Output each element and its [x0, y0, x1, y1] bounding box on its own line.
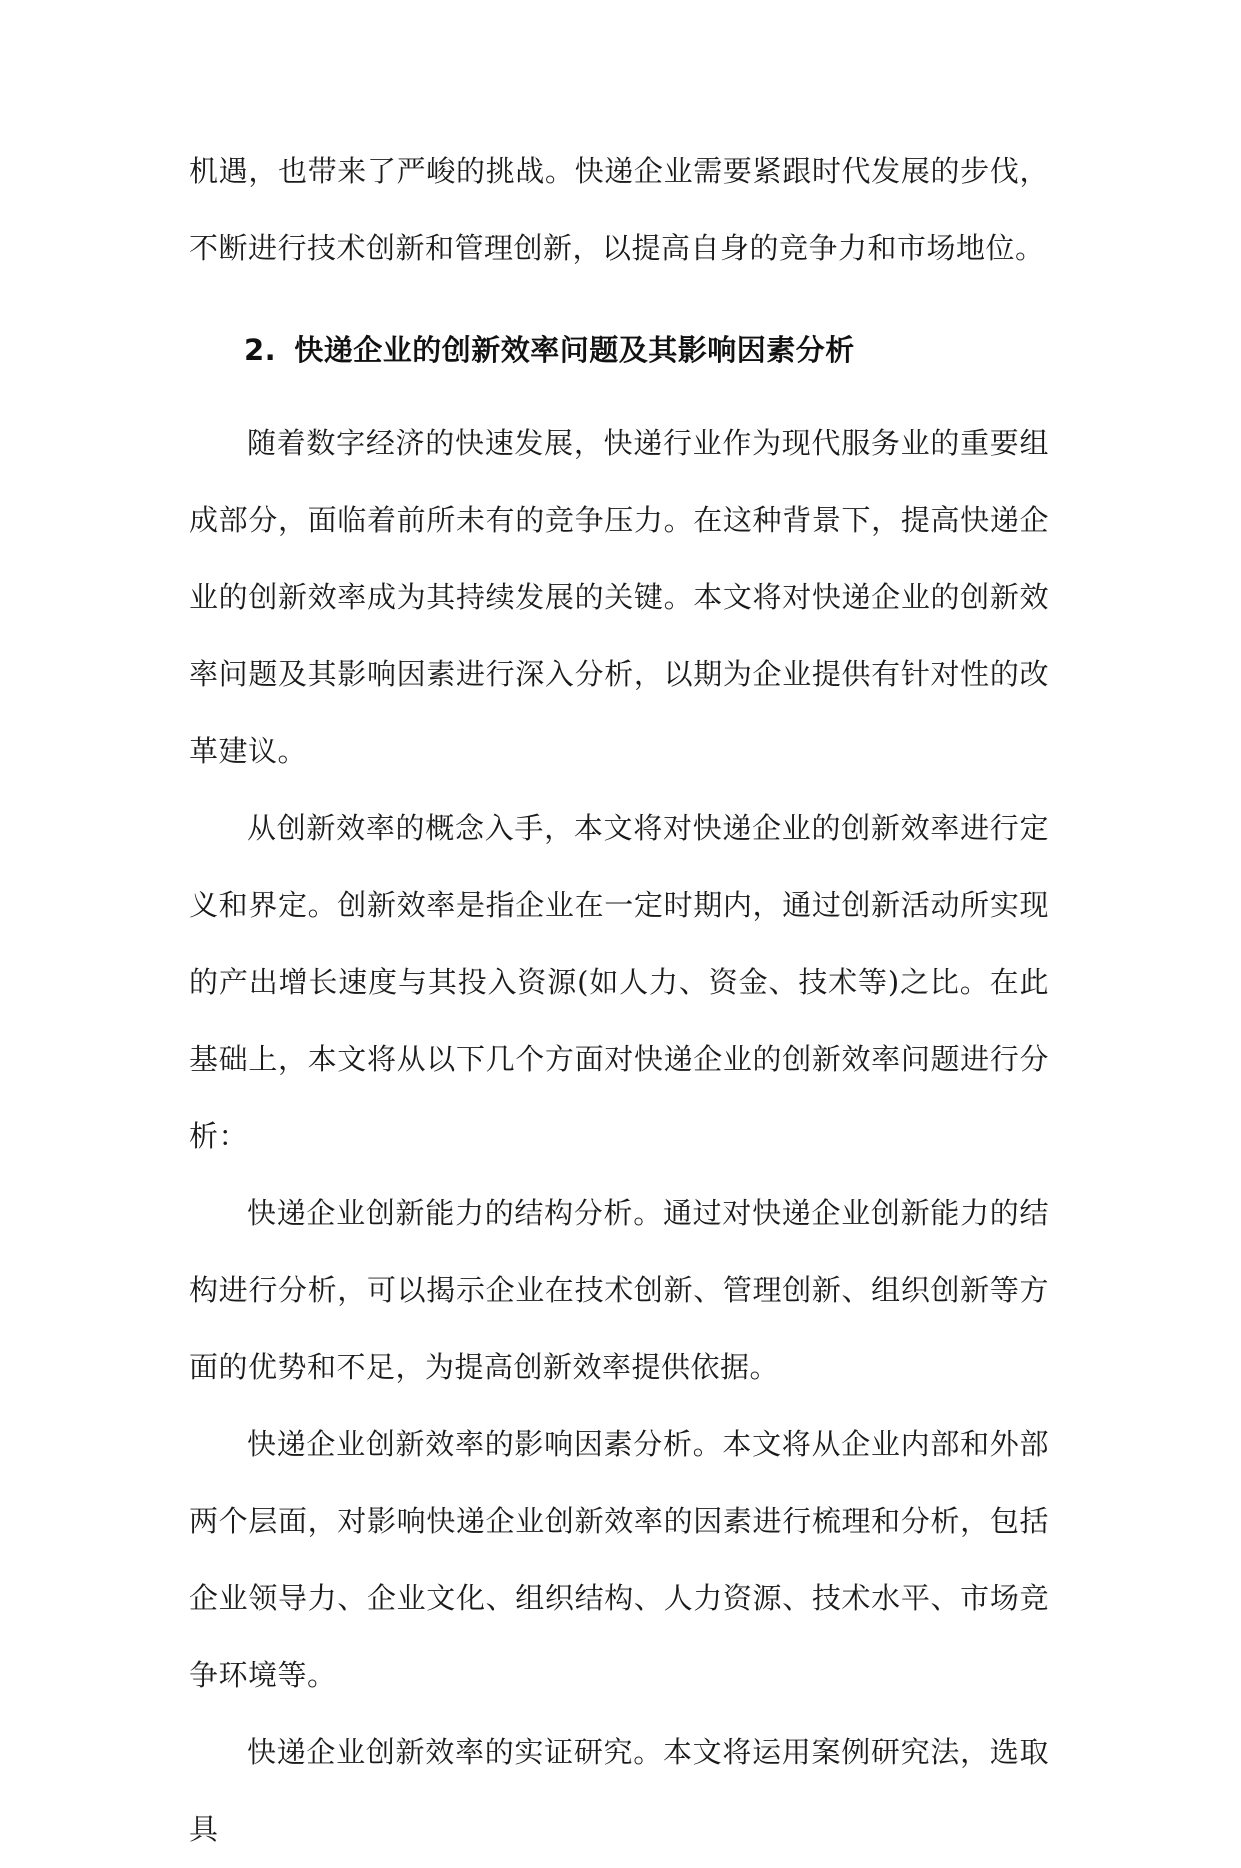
section-body	[189, 405, 1049, 1868]
section-number: 2.	[244, 333, 277, 367]
section-title: 快递企业的创新效率问题及其影响因素分析	[294, 333, 855, 367]
paragraph-intro: 随着数字经济的快速发展，快递行业作为现代服务业的重要组成部分，面临着前所未有的竞争压力。在这种背景下，提高快递企业的创新效率成为其持续发展的关键。本文将对快递企业的创新效率问题及其影响因素进行深入分析，以期为企业提供有针对性的改革建议。	[189, 426, 1049, 768]
continued-paragraph: 机遇，也带来了严峻的挑战。快递企业需要紧跟时代发展的步伐，不断进行技术创新和管理创新，以提高自身的竞争力和市场地位。	[189, 154, 1049, 265]
section-heading	[244, 325, 855, 375]
paragraph-factor-analysis: 快递企业创新效率的影响因素分析。本文将从企业内部和外部两个层面，对影响快递企业创新效率的因素进行梳理和分析，包括企业领导力、企业文化、组织结构、人力资源、技术水平、市场竞争环境等。	[189, 1427, 1049, 1692]
paragraph-empirical-study: 快递企业创新效率的实证研究。本文将运用案例研究法，选取具	[189, 1735, 1049, 1846]
paragraph-structure-analysis: 快递企业创新能力的结构分析。通过对快递企业创新能力的结构进行分析，可以揭示企业在技术创新、管理创新、组织创新等方面的优势和不足，为提高创新效率提供依据。	[189, 1196, 1049, 1384]
paragraph-definition: 从创新效率的概念入手，本文将对快递企业的创新效率进行定义和界定。创新效率是指企业在一定时期内，通过创新活动所实现的产出增长速度与其投入资源(如人力、资金、技术等)之比。在此基础上，本文将从以下几个方面对快递企业的创新效率问题进行分析：	[189, 811, 1049, 1153]
